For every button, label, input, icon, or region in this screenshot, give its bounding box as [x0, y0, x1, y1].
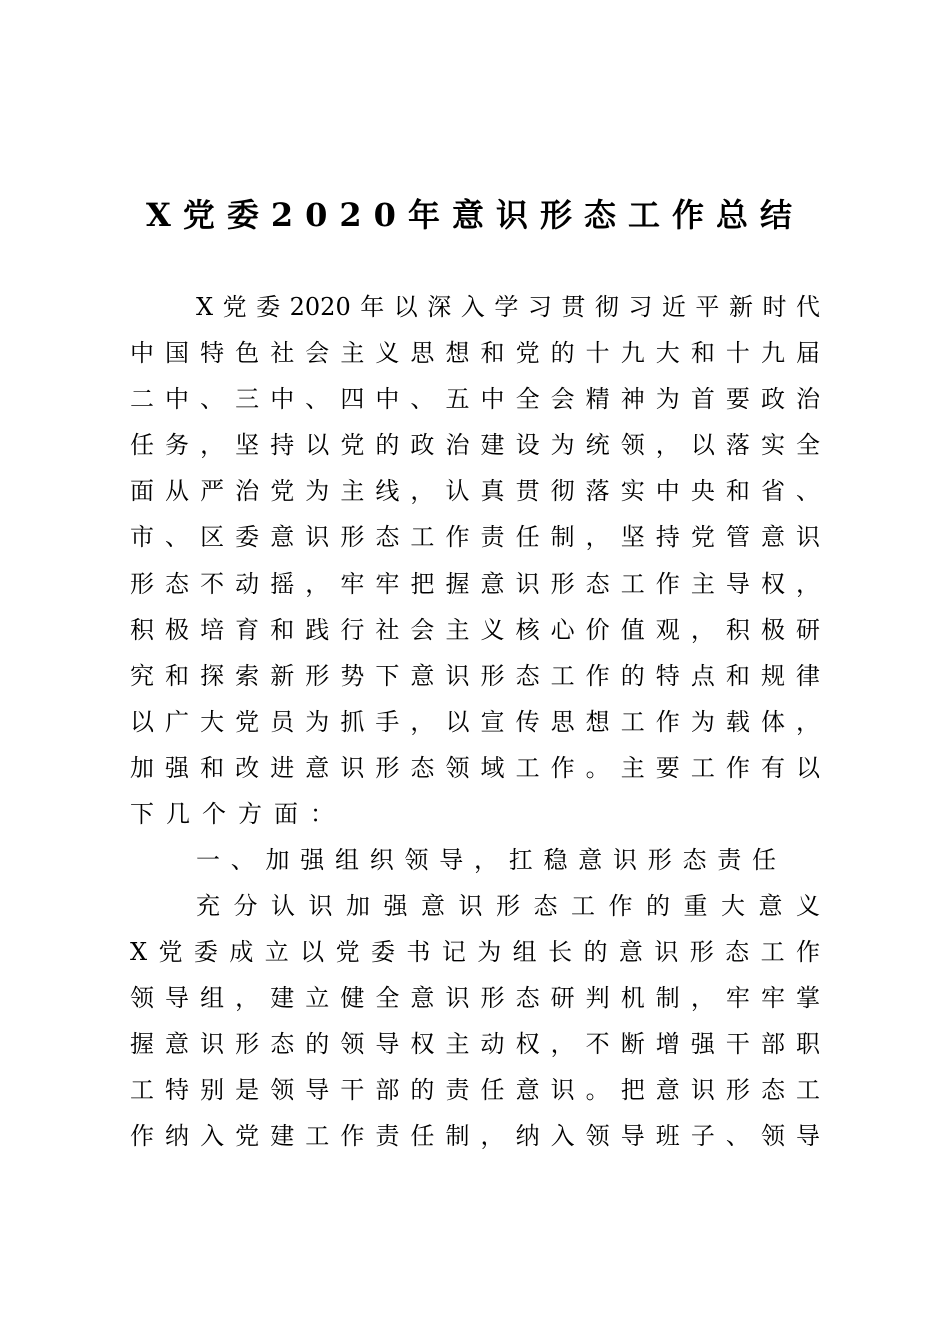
- paragraph-line: 充分认识加强意识形态工作的重大意义: [196, 892, 820, 920]
- paragraph-line: 任务，坚持以党的政治建设为统领，以落实全: [130, 431, 820, 459]
- paragraph-line: 领导组，建立健全意识形态研判机制，牢牢掌: [130, 984, 820, 1012]
- paragraph-line: 以广大党员为抓手，以宣传思想工作为载体，: [130, 708, 820, 736]
- paragraph-line: 积极培育和践行社会主义核心价值观，积极研: [130, 616, 820, 644]
- section-heading: 一、加强组织领导，扛稳意识形态责任: [196, 846, 776, 874]
- paragraph-line: 中国特色社会主义思想和党的十九大和十九届: [130, 339, 820, 367]
- paragraph-line: 市、区委意识形态工作责任制，坚持党管意识: [130, 523, 820, 551]
- paragraph-line: 下几个方面：: [130, 800, 346, 828]
- paragraph-line: 形态不动摇，牢牢把握意识形态工作主导权，: [130, 570, 820, 598]
- paragraph-line: 二中、三中、四中、五中全会精神为首要政治: [130, 385, 820, 413]
- paragraph-line: X党委2020年以深入学习贯彻习近平新时代: [196, 293, 820, 321]
- paragraph-line: 加强和改进意识形态领域工作。主要工作有以: [130, 754, 820, 782]
- paragraph-line: X党委成立以党委书记为组长的意识形态工作: [130, 938, 820, 966]
- paragraph-line: 握意识形态的领导权主动权，不断增强干部职: [130, 1030, 820, 1058]
- paragraph-line: 工特别是领导干部的责任意识。把意识形态工: [130, 1076, 820, 1104]
- paragraph-line: 面从严治党为主线，认真贯彻落实中央和省、: [130, 477, 820, 505]
- paragraph-line: 究和探索新形势下意识形态工作的特点和规律: [130, 662, 820, 690]
- document-title: X党委2020年意识形态工作总结: [146, 196, 804, 234]
- paragraph-line: 作纳入党建工作责任制，纳入领导班子、领导: [130, 1122, 820, 1150]
